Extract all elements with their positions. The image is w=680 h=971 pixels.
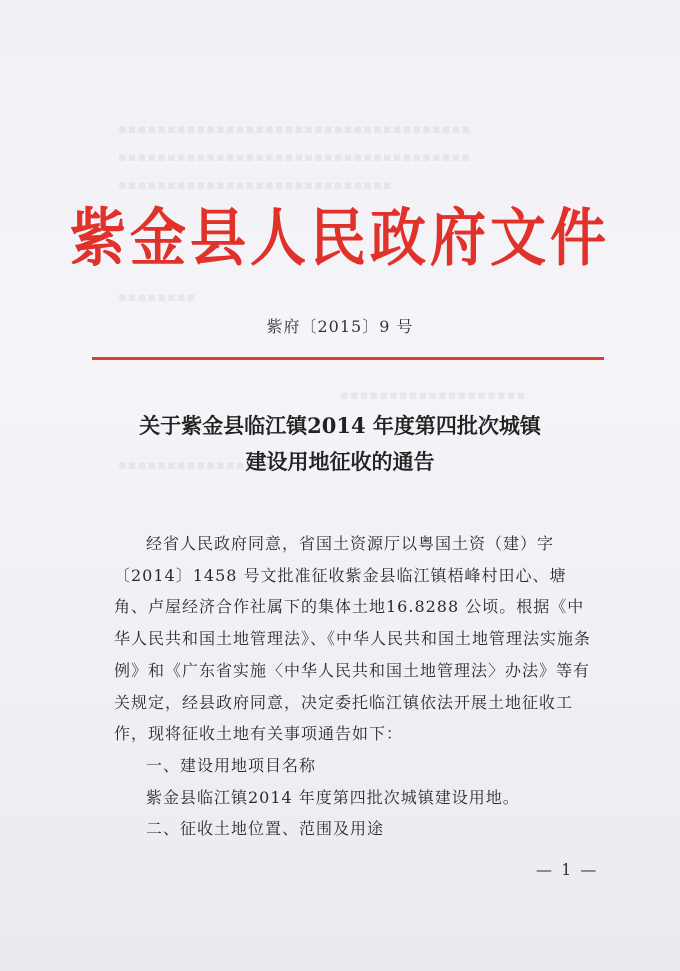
show-through-texture: ▪▪▪▪▪▪▪▪▪▪▪▪▪▪▪▪▪▪▪	[340, 388, 527, 403]
show-through-texture: ▪▪▪▪▪▪▪▪▪▪▪▪▪▪▪▪▪▪▪▪▪▪▪▪▪▪▪▪▪▪▪▪▪▪▪▪	[118, 122, 472, 137]
show-through-texture: ▪▪▪▪▪▪▪▪	[118, 290, 197, 305]
page-number: — 1 —	[536, 860, 599, 879]
notice-title-line-1: 关于紫金县临江镇2014 年度第四批次城镇	[139, 413, 541, 438]
show-through-texture: ▪▪▪▪▪▪▪▪▪▪▪▪▪▪▪▪▪▪▪▪▪▪▪▪▪▪▪▪▪▪▪▪▪▪▪▪	[118, 150, 472, 165]
notice-body	[114, 528, 600, 845]
document-number: 紫府〔2015〕9 号	[266, 317, 414, 336]
section-heading: 一、建设用地项目名称	[146, 755, 317, 775]
notice-title-line-2: 建设用地征收的通告	[245, 449, 435, 474]
show-through-texture: ▪▪▪▪▪▪▪▪▪▪▪▪▪▪▪▪	[118, 458, 275, 473]
red-divider-line	[92, 357, 604, 360]
section-heading: 二、征收土地位置、范围及用途	[146, 819, 385, 839]
body-paragraph: 经省人民政府同意，省国土资源厅以粤国土资（建）字〔2014〕1458 号文批准征收紫金县临江镇梧峰村田心、塘角、卢屋经济合作社属下的集体土地16.8288 公顷。根据《中华人民共和国土地管理法》、《中华人民共和国土地管理法实施条例》和《广东省实施〈中华人民共和国土地管理法〉办法》等有关规定，经县政府同意，决定委托临江镇依法开展土地征收工作，现将征收土地有关事项通告如下：	[114, 534, 592, 744]
document-header-title: 紫金县人民政府文件	[70, 201, 610, 275]
body-paragraph: 紫金县临江镇2014 年度第四批次城镇建设用地。	[146, 787, 520, 807]
notice-title	[0, 408, 680, 480]
show-through-texture: ▪▪▪▪▪▪▪▪▪▪▪▪▪▪▪▪▪▪▪▪▪▪▪▪▪▪▪▪	[118, 178, 393, 193]
